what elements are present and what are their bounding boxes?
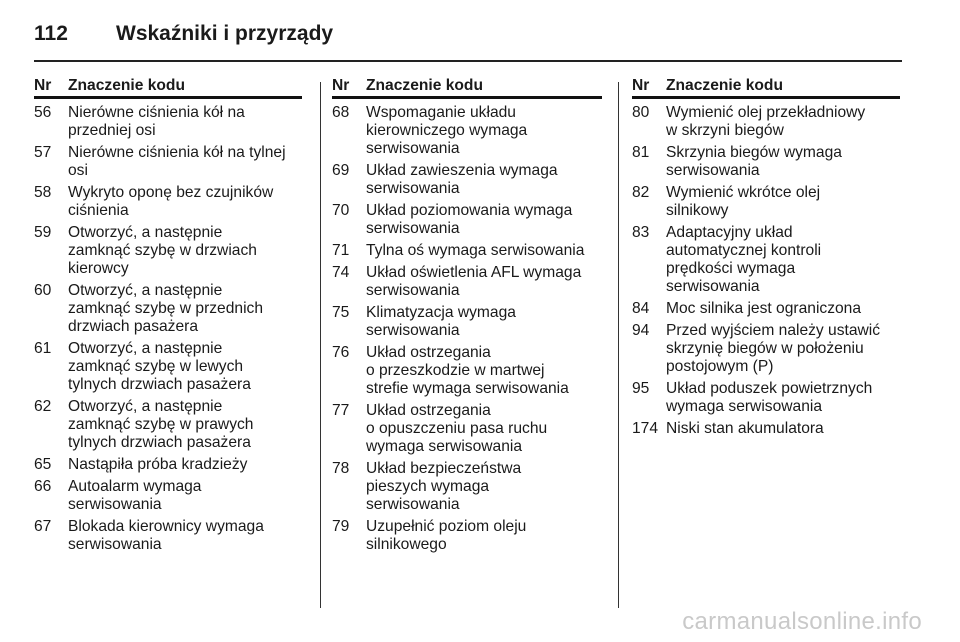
code-meaning: Tylna oś wymaga serwisowania <box>366 242 585 259</box>
code-number: 62 <box>34 398 52 415</box>
page-header <box>34 14 333 54</box>
code-number: 70 <box>332 202 350 219</box>
table-row <box>332 304 602 340</box>
code-number: 95 <box>632 380 650 397</box>
code-table-column-2 <box>332 77 602 558</box>
code-number: 94 <box>632 322 650 339</box>
table-row <box>332 344 602 398</box>
column-divider <box>320 82 321 608</box>
code-meaning: Układ zawieszenia wymaga serwisowania <box>366 162 558 197</box>
header-rule <box>34 60 902 62</box>
watermark: carmanualsonline.info <box>682 608 922 635</box>
table-row <box>34 518 302 554</box>
table-row <box>632 300 900 318</box>
code-number: 79 <box>332 518 350 535</box>
code-meaning: Nierówne ciśnienia kół na tylnej osi <box>68 144 286 179</box>
column-header-meaning: Znaczenie kodu <box>366 77 483 94</box>
table-row <box>332 242 602 260</box>
code-number: 82 <box>632 184 650 201</box>
table-row <box>632 184 900 220</box>
code-number: 60 <box>34 282 52 299</box>
column-header <box>34 77 302 99</box>
code-number: 81 <box>632 144 650 161</box>
table-row <box>632 224 900 296</box>
table-row <box>632 380 900 416</box>
column-header <box>632 77 900 99</box>
code-meaning: Klimatyzacja wymaga serwisowania <box>366 304 516 339</box>
column-header-nr: Nr <box>34 77 52 94</box>
page-title: Wskaźniki i przyrządy <box>116 22 334 45</box>
table-row <box>34 478 302 514</box>
column-header <box>332 77 602 99</box>
code-table-column-1 <box>34 77 302 558</box>
code-meaning: Układ oświetlenia AFL wymaga serwisowania <box>366 264 582 299</box>
table-row <box>34 282 302 336</box>
code-meaning: Nierówne ciśnienia kół na przedniej osi <box>68 104 245 139</box>
code-meaning: Układ ostrzegania o opuszczeniu pasa ruchu wymaga serwisowania <box>366 402 548 455</box>
table-row <box>332 202 602 238</box>
code-meaning: Moc silnika jest ograniczona <box>666 300 862 317</box>
page-number: 112 <box>34 22 68 45</box>
code-number: 174 <box>632 420 659 437</box>
code-meaning: Przed wyjściem należy ustawić skrzynię biegów w położeniu postojowym (P) <box>666 322 881 375</box>
code-meaning: Nastąpiła próba kradzieży <box>68 456 248 473</box>
code-meaning: Układ ostrzegania o przeszkodzie w martwej strefie wymaga serwisowania <box>366 344 569 397</box>
code-meaning: Otworzyć, a następnie zamknąć szybę w drzwiach kierowcy <box>68 224 257 277</box>
code-number: 77 <box>332 402 350 419</box>
code-meaning: Niski stan akumulatora <box>666 420 824 437</box>
code-number: 75 <box>332 304 350 321</box>
column-header-nr: Nr <box>332 77 350 94</box>
code-meaning: Układ poduszek powietrznych wymaga serwisowania <box>666 380 873 415</box>
table-row <box>632 322 900 376</box>
code-meaning: Otworzyć, a następnie zamknąć szybę w przednich drzwiach pasażera <box>68 282 264 335</box>
code-number: 65 <box>34 456 52 473</box>
code-number: 69 <box>332 162 350 179</box>
code-meaning: Skrzynia biegów wymaga serwisowania <box>666 144 842 179</box>
code-number: 67 <box>34 518 52 535</box>
column-header-meaning: Znaczenie kodu <box>666 77 783 94</box>
code-number: 76 <box>332 344 350 361</box>
table-row <box>632 144 900 180</box>
code-number: 68 <box>332 104 350 121</box>
column-header-meaning: Znaczenie kodu <box>68 77 185 94</box>
code-meaning: Blokada kierownicy wymaga serwisowania <box>68 518 264 553</box>
code-number: 57 <box>34 144 52 161</box>
code-meaning: Wspomaganie układu kierowniczego wymaga serwisowania <box>366 104 528 157</box>
code-meaning: Adaptacyjny układ automatycznej kontroli prędkości wymaga serwisowania <box>666 224 822 295</box>
table-row <box>332 104 602 158</box>
table-row <box>332 460 602 514</box>
table-row <box>632 104 900 140</box>
code-number: 74 <box>332 264 350 281</box>
code-meaning: Układ bezpieczeństwa pieszych wymaga serwisowania <box>366 460 522 513</box>
code-number: 59 <box>34 224 52 241</box>
code-number: 56 <box>34 104 52 121</box>
code-table-column-3 <box>632 77 900 442</box>
code-meaning: Wykryto oponę bez czujników ciśnienia <box>68 184 274 219</box>
code-meaning: Otworzyć, a następnie zamknąć szybę w prawych tylnych drzwiach pasażera <box>68 398 254 451</box>
code-number: 66 <box>34 478 52 495</box>
code-meaning: Otworzyć, a następnie zamknąć szybę w lewych tylnych drzwiach pasażera <box>68 340 251 393</box>
table-row <box>34 456 302 474</box>
column-header-nr: Nr <box>632 77 650 94</box>
table-row <box>34 398 302 452</box>
table-row <box>34 184 302 220</box>
code-number: 80 <box>632 104 650 121</box>
column-divider <box>618 82 619 608</box>
code-number: 78 <box>332 460 350 477</box>
code-meaning: Wymienić olej przekładniowy w skrzyni biegów <box>666 104 866 139</box>
table-row <box>34 224 302 278</box>
code-number: 83 <box>632 224 650 241</box>
code-number: 71 <box>332 242 350 259</box>
table-row <box>34 144 302 180</box>
code-meaning: Uzupełnić poziom oleju silnikowego <box>366 518 527 553</box>
table-row <box>332 264 602 300</box>
table-row <box>632 420 900 438</box>
code-meaning: Autoalarm wymaga serwisowania <box>68 478 202 513</box>
table-row <box>34 104 302 140</box>
code-meaning: Układ poziomowania wymaga serwisowania <box>366 202 573 237</box>
code-number: 61 <box>34 340 52 357</box>
code-number: 58 <box>34 184 52 201</box>
code-meaning: Wymienić wkrótce olej silnikowy <box>666 184 821 219</box>
table-row <box>34 340 302 394</box>
table-row <box>332 402 602 456</box>
table-row <box>332 162 602 198</box>
table-row <box>332 518 602 554</box>
code-number: 84 <box>632 300 650 317</box>
